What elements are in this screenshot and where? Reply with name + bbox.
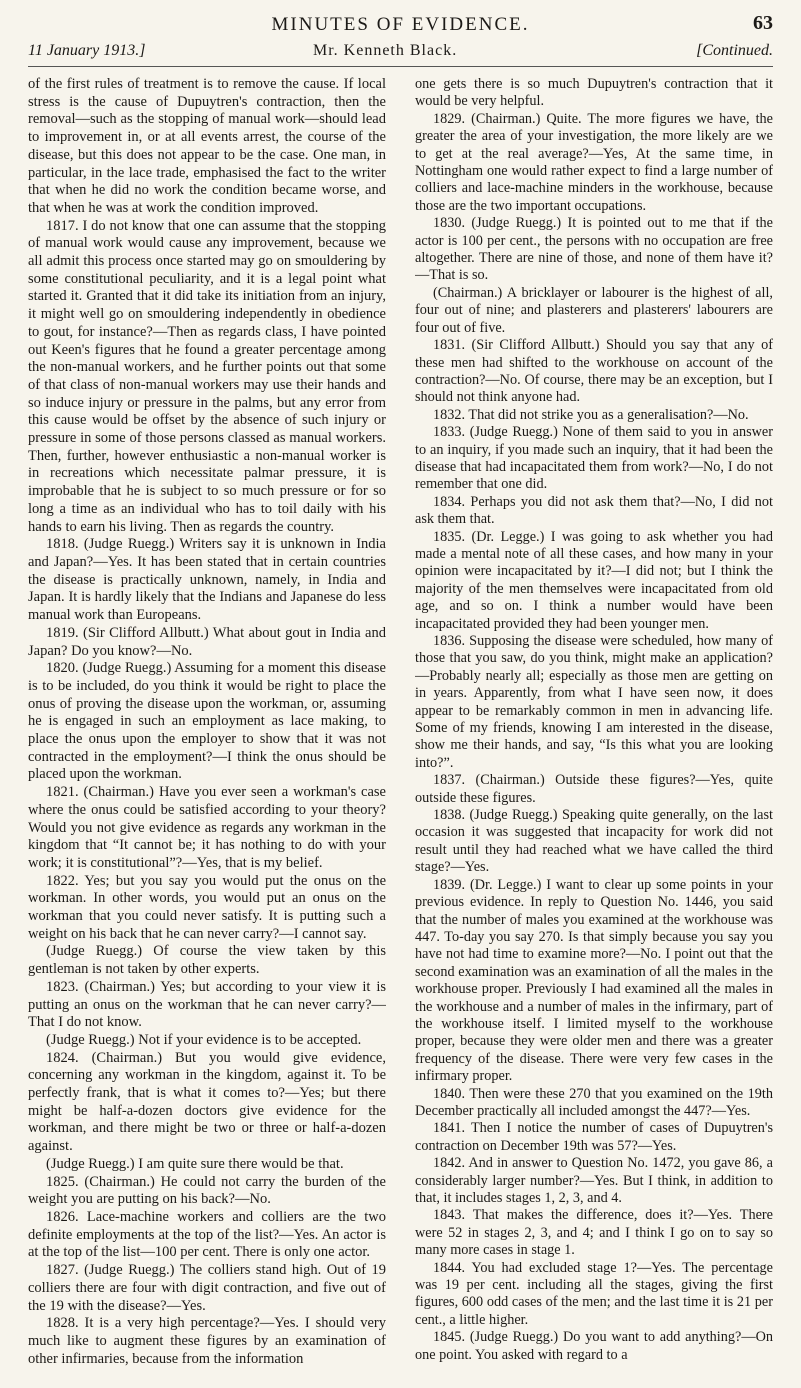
continued-label: [Continued. (696, 42, 773, 59)
paragraph: 1826. Lace-machine workers and colliers are the two definite employments at the top of the list?—Yes. An actor is at the top of the list—100 per cent. There is only one actor. (28, 1209, 386, 1261)
paragraph: 1836. Supposing the disease were scheduled, how many of those that you saw, do you think, might make an application?—Probably nearly all; especially as those men are getting on in years. Apparently, from what I have seen now, it does appear to be remarkably common in men in advancing life. Some of my friends, knowing I am interested in the disease, show me their hands, and say, “Is this what you are looking into?”. (415, 633, 773, 771)
paragraph: of the first rules of treatment is to remove the cause. If local stress is the cause of Dupuytren's contraction, then the removal—such as the stopping of manual work—should lead to improvement in, or at all events arrest, the course of the disease, but this does not appear to be the case. One man, in particular, in the lace trade, emphasised the fact to the writer that when he did no work the condition became worse, and that when he was at work the condition improved. (28, 76, 386, 216)
paragraph: (Judge Ruegg.) I am quite sure there would be that. (46, 1155, 344, 1172)
page-number: 63 (753, 12, 773, 34)
paragraph: 1835. (Dr. Legge.) I was going to ask whether you had made a mental note of all these cases, and how many in your opinion were incapacitated by it?—I did not; but I think the majority of the men themselves were incapacitated from old age, and so on. I think a number would have been incapacitated provided they had been younger men. (415, 528, 773, 632)
paragraph: (Chairman.) A bricklayer or labourer is the highest of all, four out of nine; and plasterers and plasterers' labourers are four out of five. (415, 284, 773, 336)
paragraph: one gets there is so much Dupuytren's contraction that it would be very helpful. (415, 76, 773, 110)
witness-name: Mr. Kenneth Black. (313, 42, 458, 59)
paragraph: 1834. Perhaps you did not ask them that?—No, I did not ask them that. (415, 493, 773, 528)
paragraph: 1832. That did not strike you as a generalisation?—No. (433, 406, 749, 423)
paragraph: 1819. (Sir Clifford Allbutt.) What about gout in India and Japan? Do you know?—No. (28, 624, 386, 659)
paragraph: 1840. Then were these 270 that you examined on the 19th December practically all included amongst the 447?—Yes. (415, 1085, 773, 1119)
paragraph: 1844. You had excluded stage 1?—Yes. The percentage was 19 per cent. including all the stages, giving the first figures, 600 odd cases of the men; and the last time it is 21 per cent., a little higher. (415, 1259, 773, 1328)
paragraph: 1817. I do not know that one can assume that the stopping of manual work would cause any improvement, because we all admit this process once started may go on smouldering by some constitutional peculiarity, and it is a legal point what started it. Granted that it did take its initiation from an injury, it might well go on smouldering independently in obedience to gout, for instance?—Then as regards class, I have pointed out Keen's figures that he found a greater percentage among the non-manual workers, and he further points out that some of that class of non-manual workers may use their hands and so induce injury or pressure in the palms, but any error from this cause would be offset by the absence of such injury or pressure in some of those persons classed as manual workers. Then, further, however enthusiastic a non-manual worker is in recreations which necessitate palmar pressure, it is improbable that he is subject to so much pressure or for so long a time as an individual who has to toil daily with his hands to earn his living. Then as regards the country. (28, 217, 386, 535)
paragraph: 1842. And in answer to Question No. 1472, you gave 86, a considerably larger number?—Yes. But I think, in addition to that, it includes stages 1, 2, 3, and 4. (415, 1155, 773, 1206)
paragraph: 1822. Yes; but you say you would put the onus on the workman. In other words, you would put an onus on the workman that you could never satisfy. It is putting such a weight on his back that he can never carry?—I cannot say. (28, 872, 386, 942)
paragraph: 1820. (Judge Ruegg.) Assuming for a moment this disease is to be included, do you think it would be right to place the onus of proving the disease upon the workman, or, assuming he is engaged in such an employment as lace making, to place the onus upon the employer to show that it was not contracted in the employment?—I think the onus should be placed upon the workman. (28, 660, 386, 783)
paragraph: (Judge Ruegg.) Not if your evidence is to be accepted. (46, 1031, 362, 1048)
paragraph: 1843. That makes the difference, does it?—Yes. There were 52 in stages 2, 3, and 4; and I think I go on to say so many more cases in stage 1. (415, 1207, 773, 1259)
paragraph: 1833. (Judge Ruegg.) None of them said to you in answer to an inquiry, if you made such an inquiry, that it had been the disease that had incapacitated them from work?—No, I do not remember that one did. (415, 424, 773, 493)
paragraph: 1830. (Judge Ruegg.) It is pointed out to me that if the actor is 100 per cent., the persons with no occupation are free altogether. There are nine of those, and none of them have it?—That is so. (415, 215, 773, 284)
paragraph: 1829. (Chairman.) Quite. The more figures we have, the greater the area of your investigation, the more likely are we to get at the real average?—Yes, At the same time, in Nottingham one would rather expect to find a large number of colliers and lace-machine minders in the workhouse, because those are the two important occupations. (415, 110, 773, 214)
paragraph: 1841. Then I notice the number of cases of Dupuytren's contraction on December 19th was 57?—Yes. (415, 1120, 773, 1154)
paragraph: 1823. (Chairman.) Yes; but according to your view it is putting an onus on the workman that he can never carry?—That I do not know. (28, 978, 386, 1031)
paragraph: 1818. (Judge Ruegg.) Writers say it is unknown in India and Japan?—Yes. It has been stated that in certain countries the disease is practically unknown, namely, in India and Japan. It is hardly likely that the Indians and Japanese do less manual work than Europeans. (28, 536, 386, 624)
paragraph: 1821. (Chairman.) Have you ever seen a workman's case where the onus could be satisfied according to your theory? Would you not give evidence as regards any workman in the kingdom that “It cannot be; it has nothing to do with your work; it is constitutional”?—Yes, that is my belief. (28, 784, 386, 871)
paragraph: 1824. (Chairman.) But you would give evidence, concerning any workman in the kingdom, against it. To be perfectly frank, that is what it comes to?—Yes; but there might be half-a-dozen doctors give evidence for the workman, and there might be two or three or half-a-dozen against. (28, 1049, 386, 1155)
right-column (415, 76, 773, 1382)
text-columns (28, 76, 773, 1382)
paragraph: 1828. It is a very high percentage?—Yes. I should very much like to augment these figures by an examination of other infirmaries, because from the information (28, 1315, 386, 1367)
subhead (28, 42, 773, 66)
session-date: 11 January 1913.] (28, 42, 146, 59)
running-head: MINUTES OF EVIDENCE. (271, 14, 530, 35)
paragraph: 1845. (Judge Ruegg.) Do you want to add anything?—On one point. You asked with regard to a (415, 1329, 773, 1363)
paragraph: 1837. (Chairman.) Outside these figures?—Yes, quite outside these figures. (415, 772, 773, 806)
paragraph: 1839. (Dr. Legge.) I want to clear up some points in your previous evidence. In reply to Question No. 1446, you said that the number of males you examined at the workhouse was 447. To-day you say 270. Is that simply because you say you have not had time to examine more?—No. I point out that the second examination was an examination of all the males in the workhouse proper. Previously I had examined all the males in the workhouse and a number of males in the infirmary, part of the workhouse itself. I limited myself to the workhouse proper, because they were older men and there was a greater frequency of the disease. There were very few cases in the infirmary proper. (415, 876, 773, 1085)
paragraph: 1831. (Sir Clifford Allbutt.) Should you say that any of these men had shifted to the workhouse on account of the contraction?—No. Of course, there may be an exception, but I should not think anyone had. (415, 337, 773, 406)
header-rule (28, 66, 773, 67)
paragraph: 1825. (Chairman.) He could not carry the burden of the weight you are putting on his back?—No. (28, 1173, 386, 1208)
paragraph: 1827. (Judge Ruegg.) The colliers stand high. Out of 19 colliers there are four with digit contraction, and five out of the 19 with the disease?—Yes. (28, 1262, 386, 1314)
left-column (28, 76, 386, 1382)
paragraph: 1838. (Judge Ruegg.) Speaking quite generally, on the last occasion it was suggested that incapacity for work did not result until they had reached what we have called the third stage?—Yes. (415, 807, 773, 876)
paragraph: (Judge Ruegg.) Of course the view taken by this gentleman is not taken by other experts. (28, 943, 386, 978)
